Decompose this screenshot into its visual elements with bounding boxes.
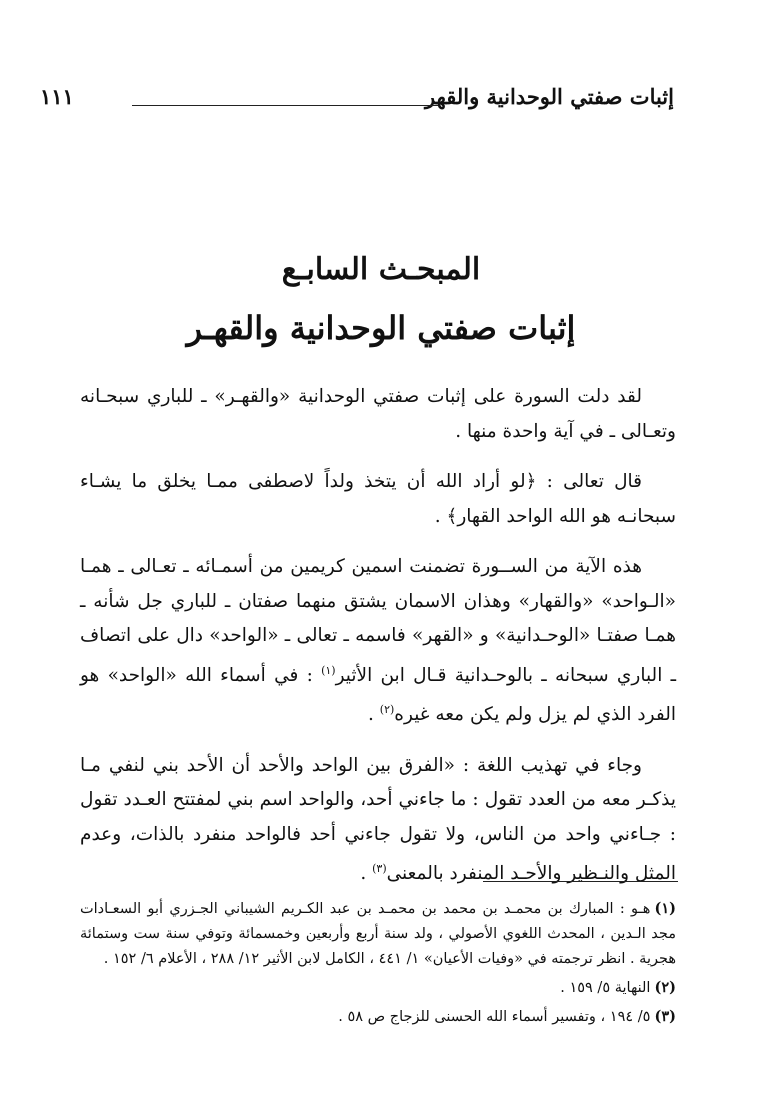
paragraph-2: قال تعالى : ﴿لو أراد الله أن يتخذ ولداً لاصطفى ممـا يخلق ما يشـاء سبحانـه هو الله الواحد القهار﴾ . (80, 471, 676, 527)
footnotes (80, 896, 676, 1033)
running-header (40, 82, 674, 116)
footnote-ref-1[interactable]: (١) (321, 663, 336, 677)
footnote-3: (٣)٥/ ١٩٤ ، وتفسير أسماء الله الحسنى للزجاج ص ٥٨ . (338, 1008, 676, 1025)
chapter-title: إثبات صفتي الوحدانية والقهـر (186, 309, 576, 347)
paragraph-4: وجاء في تهذيب اللغة : «الفرق بين الواحد والأحد أن الأحد بني لنفي مـا يذكـر معه من العدد تقول : ما جاءني أحد، والواحد اسم بني لمفتتح العـدد تقول : جـاءني واحد من الناس، ولا تقول جاءني أحد فالواحد منفرد بالذات، وعدم المثل والنـظير والأحـد المنفرد بالمعنى$^{(٣)}$ . (80, 754, 676, 885)
body-text (80, 380, 676, 908)
page-number: ١١١ (40, 84, 74, 109)
paragraph-1: لقد دلت السورة على إثبات صفتي الوحدانية «والقهـر» ـ للباري سبحـانه وتعـالى ـ في آية واحدة منها . (80, 386, 676, 442)
footnote-ref-2[interactable]: (٢) (379, 703, 395, 717)
paragraph-3: هذه الآية من الســورة تضمنت اسمين كريمين من أسمـائه ـ تعـالى ـ همـا «الـواحد» «والقهار» وهذان الاسمان يشتق منهما صفتان ـ للباري جل شأنه ـ همـا صفتـا «الوحـدانية» و «القهر» فاسمه ـ تعالى ـ «الواحد» دال على اتصاف ـ الباري سبحانه ـ بالوحـدانية قـال ابن الأثير$^{(١)}$ : في أسماء الله «الواحد» هو الفرد الذي لم يزل ولم يكن معه غيره$^{(٢)}$ . (80, 556, 677, 726)
footnote-2: (٢)النهاية ٥/ ١٥٩ . (560, 979, 676, 996)
footnote-ref-3[interactable]: (٣) (372, 862, 387, 876)
footnote-separator (483, 881, 678, 882)
header-rule (132, 105, 438, 106)
running-title: إثبات صفتي الوحدانية والقهر (424, 84, 674, 109)
section-label: المبحـث السابـع (281, 252, 481, 287)
footnote-1: (١)هـو : المبارك بن محمـد بن محمد بن محمـد بن عبد الكـريم الشيباني الجـزري أبو السعـادات مجد الـدين ، المحدث اللغوي الأصولي ، ولد سنة أربع وأربعين وخمسمائة وتوفي سنة ست وستمائة هجرية . انظر ترجمته في «وفيات الأعيان» ١/ ٤٤١ ، الكامل لابن الأثير ١٢/ ٢٨٨ ، الأعلام ٦/ ١٥٢ . (80, 900, 676, 967)
